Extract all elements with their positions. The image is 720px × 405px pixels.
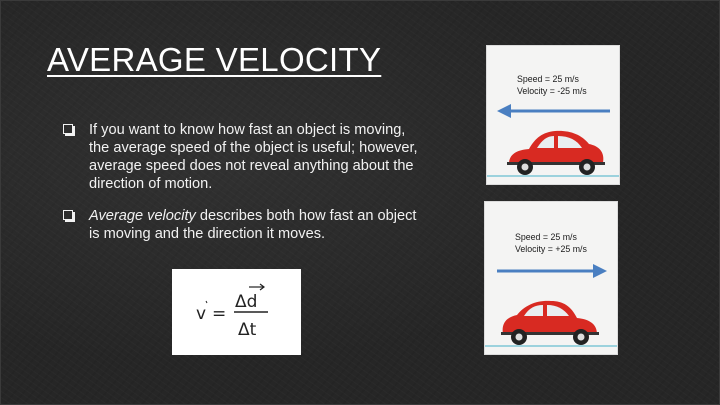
formula-graphic <box>172 269 301 355</box>
red-car-icon <box>501 301 599 345</box>
car-panel-negative <box>486 45 620 185</box>
bullet-emphasis: Average velocity <box>89 208 196 224</box>
formula-lhs: v <box>196 304 207 324</box>
car-scene <box>485 202 618 355</box>
speed-label: Speed = 25 m/s <box>517 74 579 84</box>
right-arrow-icon <box>497 264 607 278</box>
bullet-text: If you want to know how fast an object is moving, the average speed of the object is useful; however, average speed does not reveal anything about the direction of motion. <box>89 122 418 192</box>
checkbox-bullet-icon <box>63 124 73 134</box>
bullet-text: describes both how fast an object is moving and the direction it moves. <box>89 208 417 242</box>
checkbox-bullet-icon <box>63 210 73 220</box>
formula-denominator: Δt <box>238 320 257 340</box>
panel-labels <box>515 231 587 255</box>
velocity-label: Velocity = -25 m/s <box>517 86 587 96</box>
velocity-label: Velocity = +25 m/s <box>515 244 587 254</box>
formula-equals: = <box>212 304 227 324</box>
car-scene <box>487 46 620 185</box>
slide-title: AVERAGE VELOCITY <box>47 41 382 78</box>
panel-labels <box>517 73 587 97</box>
velocity-formula <box>172 269 301 355</box>
speed-label: Speed = 25 m/s <box>515 232 577 242</box>
car-panel-positive <box>484 201 618 355</box>
red-car-icon <box>507 131 605 175</box>
bullet-item <box>63 207 423 243</box>
left-arrow-icon <box>497 104 610 118</box>
bullet-list <box>63 121 423 257</box>
vector-mark-icon <box>206 301 207 303</box>
formula-numerator: Δd <box>235 292 258 312</box>
bullet-item <box>63 121 423 193</box>
